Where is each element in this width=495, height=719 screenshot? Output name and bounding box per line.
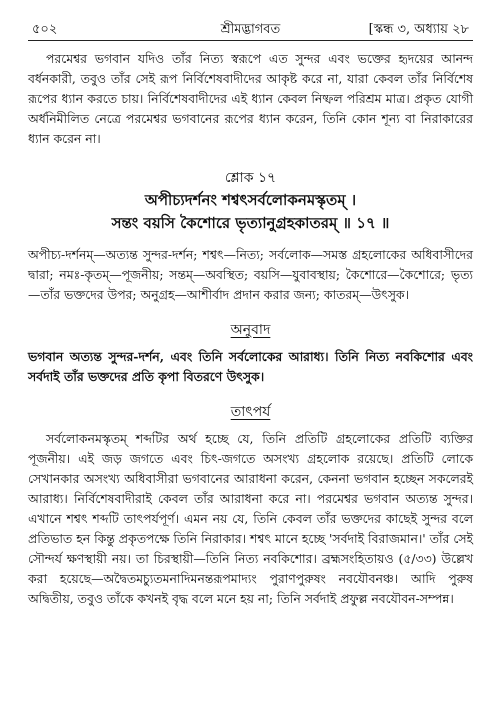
verse-line-1: অপীচ্যদর্শনং শশ্বৎসর্বলোকনমস্কৃতম্ ।	[144, 191, 357, 209]
running-header	[28, 18, 473, 41]
page-number: ৫০২	[32, 22, 58, 37]
book-title: শ্রীমদ্ভাগবত	[220, 22, 281, 37]
translation-text: ভগবান অত্যন্ত সুন্দর-দর্শন, এবং তিনি সর্বলোকের আরাধ্য। তিনি নিত্য নবকিশোর এবং সর্বদাই তাঁর ভক্তদের প্রতি কৃপা বিতরণে উৎসুক।	[28, 349, 473, 384]
purport-text: সর্বলোকনমস্কৃতম্ শব্দটির অর্থ হচ্ছে যে, তিনি প্রতিটি গ্রহলোকের প্রতিটি ব্যক্তির পূজনীয়। এই জড় জগতে এবং চিৎ-জগতে অসংখ্য গ্রহলোক রয়েছে। প্রতিটি লোকে সেখানকার অসংখ্য অধিবাসীরা ভগবানের আরাধনা করেন, কেননা ভগবান হচ্ছেন সকলেরই আরাধ্য। নির্বিশেষবাদীরাই কেবল তাঁর আরাধনা করে না। পরমেশ্বর ভগবান অত্যন্ত সুন্দর। এখানে শশ্বৎ শব্দটি তাৎপর্যপূর্ণ। এমন নয় যে, তিনি কেবল তাঁর ভক্তদের কাছেই সুন্দর বলে প্রতিভাত হন কিন্তু প্রকৃতপক্ষে তিনি নিরাকার। শশ্বৎ মানে হচ্ছে 'সর্বদাই বিরাজমান।' তাঁর সেই সৌন্দর্য ক্ষণস্থায়ী নয়। তা চিরস্থায়ী—তিনি নিত্য নবকিশোর। ব্রহ্মসংহিতায়ও (৫/৩৩) উল্লেখ করা হয়েছে—অদ্বৈতমচ্যুতমনাদিমনন্তরূপমাদ্যং পুরাণপুরুষং নবযৌবনঞ্চ। আদি পুরুষ অদ্বিতীয়, তবুও তাঁকে কখনই বৃদ্ধ বলে মনে হয় না; তিনি সর্বদাই প্রফুল্ল নবযৌবন-সম্পন্ন।	[28, 431, 473, 606]
chapter-reference: [স্কন্ধ ৩, অধ্যায় ২৮	[368, 22, 469, 37]
purport-heading: তাৎপর্য	[230, 404, 271, 420]
translation-heading: অনুবাদ	[230, 322, 271, 338]
verse-heading: শ্লোক ১৭	[224, 170, 277, 186]
intro-paragraph: পরমেশ্বর ভগবান যদিও তাঁর নিত্য স্বরূপে এত সুন্দর এবং ভক্তের হৃদয়ের আনন্দ বর্ধনকারী, তবুও তাঁর সেই রূপ নির্বিশেষবাদীদের আকৃষ্ট করে না, যারা কেবল তাঁর নির্বিশেষ রূপের ধ্যান করতে চায়। নির্বিশেষবাদীদের এই ধ্যান কেবল নিষ্ফল পরিশ্রম মাত্র। প্রকৃত যোগী অর্ধনিমীলিত নেত্রে পরমেশ্বর ভগবানের রূপের ধ্যান করেন, তিনি কোন শূন্য বা নিরাকারের ধ্যান করেন না।	[28, 51, 473, 146]
synonyms-paragraph: অপীচ্য-দর্শনম্—অত্যন্ত সুন্দর-দর্শন; শশ্বৎ—নিত্য; সর্বলোক—সমস্ত গ্রহলোকের অধিবাসীদের দ্বারা; নমঃ-কৃতম্—পূজনীয়; সন্তম্—অবস্থিত; বয়সি—যুবাবস্থায়; কৈশোরে—কৈশোরে; ভৃত্য—তাঁর ভক্তদের উপর; অনুগ্রহ—আশীর্বাদ প্রদান করার জন্য; কাতরম্—উৎসুক।	[28, 247, 473, 302]
verse-line-2: সন্তং বয়সি কৈশোরে ভৃত্যানুগ্রহকাতরম্ ॥ ১৭ ॥	[111, 214, 390, 232]
